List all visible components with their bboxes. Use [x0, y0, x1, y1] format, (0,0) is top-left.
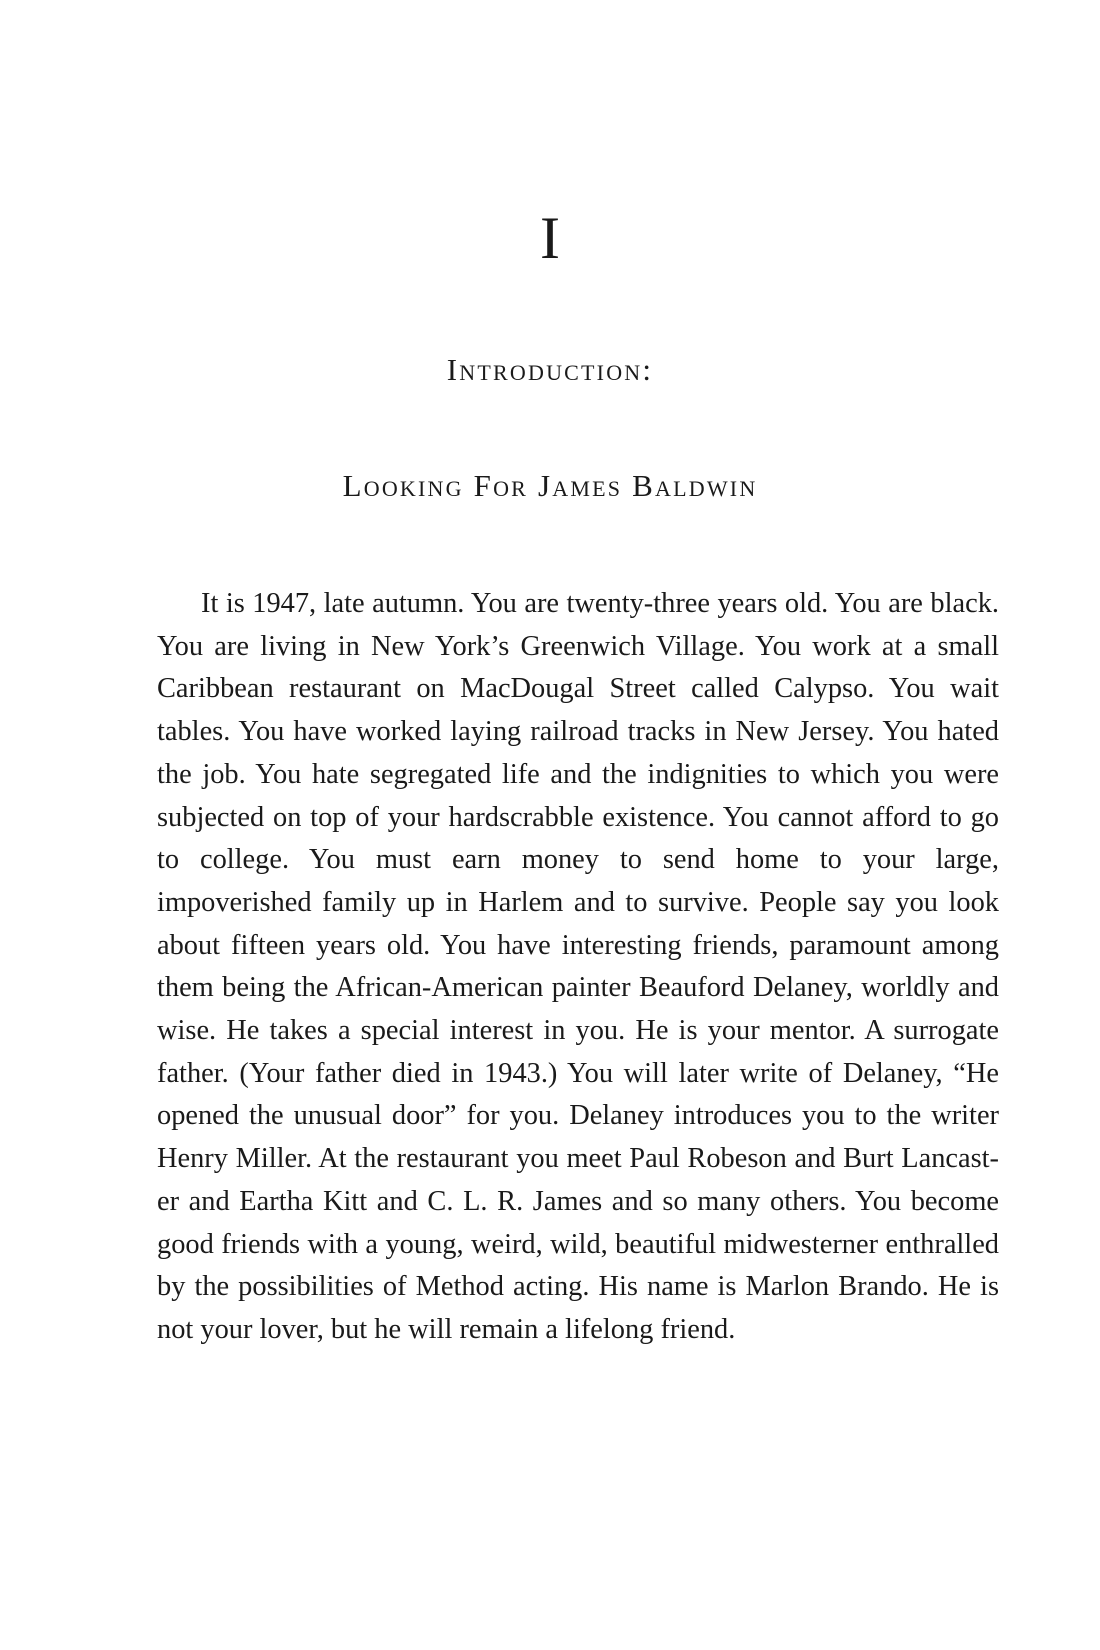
chapter-number: I — [540, 205, 560, 271]
body-paragraph: It is 1947, late autumn. You are twenty-three years old. You are black. You are living in New York’s Greenwich Village. You work at a small Caribbean restaurant on MacDougal Street called Calypso. You wait tables. You have worked laying railroad tracks in New Jersey. You hated the job. You hate segregated life and the indignities to which you were subjected on top of your hardscrabble existence. You cannot afford to go to college. You must earn money to send home to your large, impoverished family up in Harlem and to survive. People say you look about fifteen years old. You have interesting friends, paramount among them being the African-American painter Beauford Delaney, worldly and wise. He takes a special interest in you. He is your mentor. A surrogate father. (Your father died in 1943.) You will later write of Delaney, “He opened the unusual door” for you. Delaney introduces you to the writer Henry Miller. At the restaurant you meet Paul Robeson and Burt Lancaster and Eartha Kitt and C. L. R. James and so many others. You become good friends with a young, weird, wild, beautiful midwesterner enthralled by the possibilities of Method acting. His name is Marlon Brando. He is not your lover, but he will remain a lifelong friend. — [157, 588, 999, 1345]
chapter-title-line-1: Introduction: — [446, 352, 654, 387]
chapter-title-line-2: Looking For James Baldwin — [342, 468, 758, 503]
